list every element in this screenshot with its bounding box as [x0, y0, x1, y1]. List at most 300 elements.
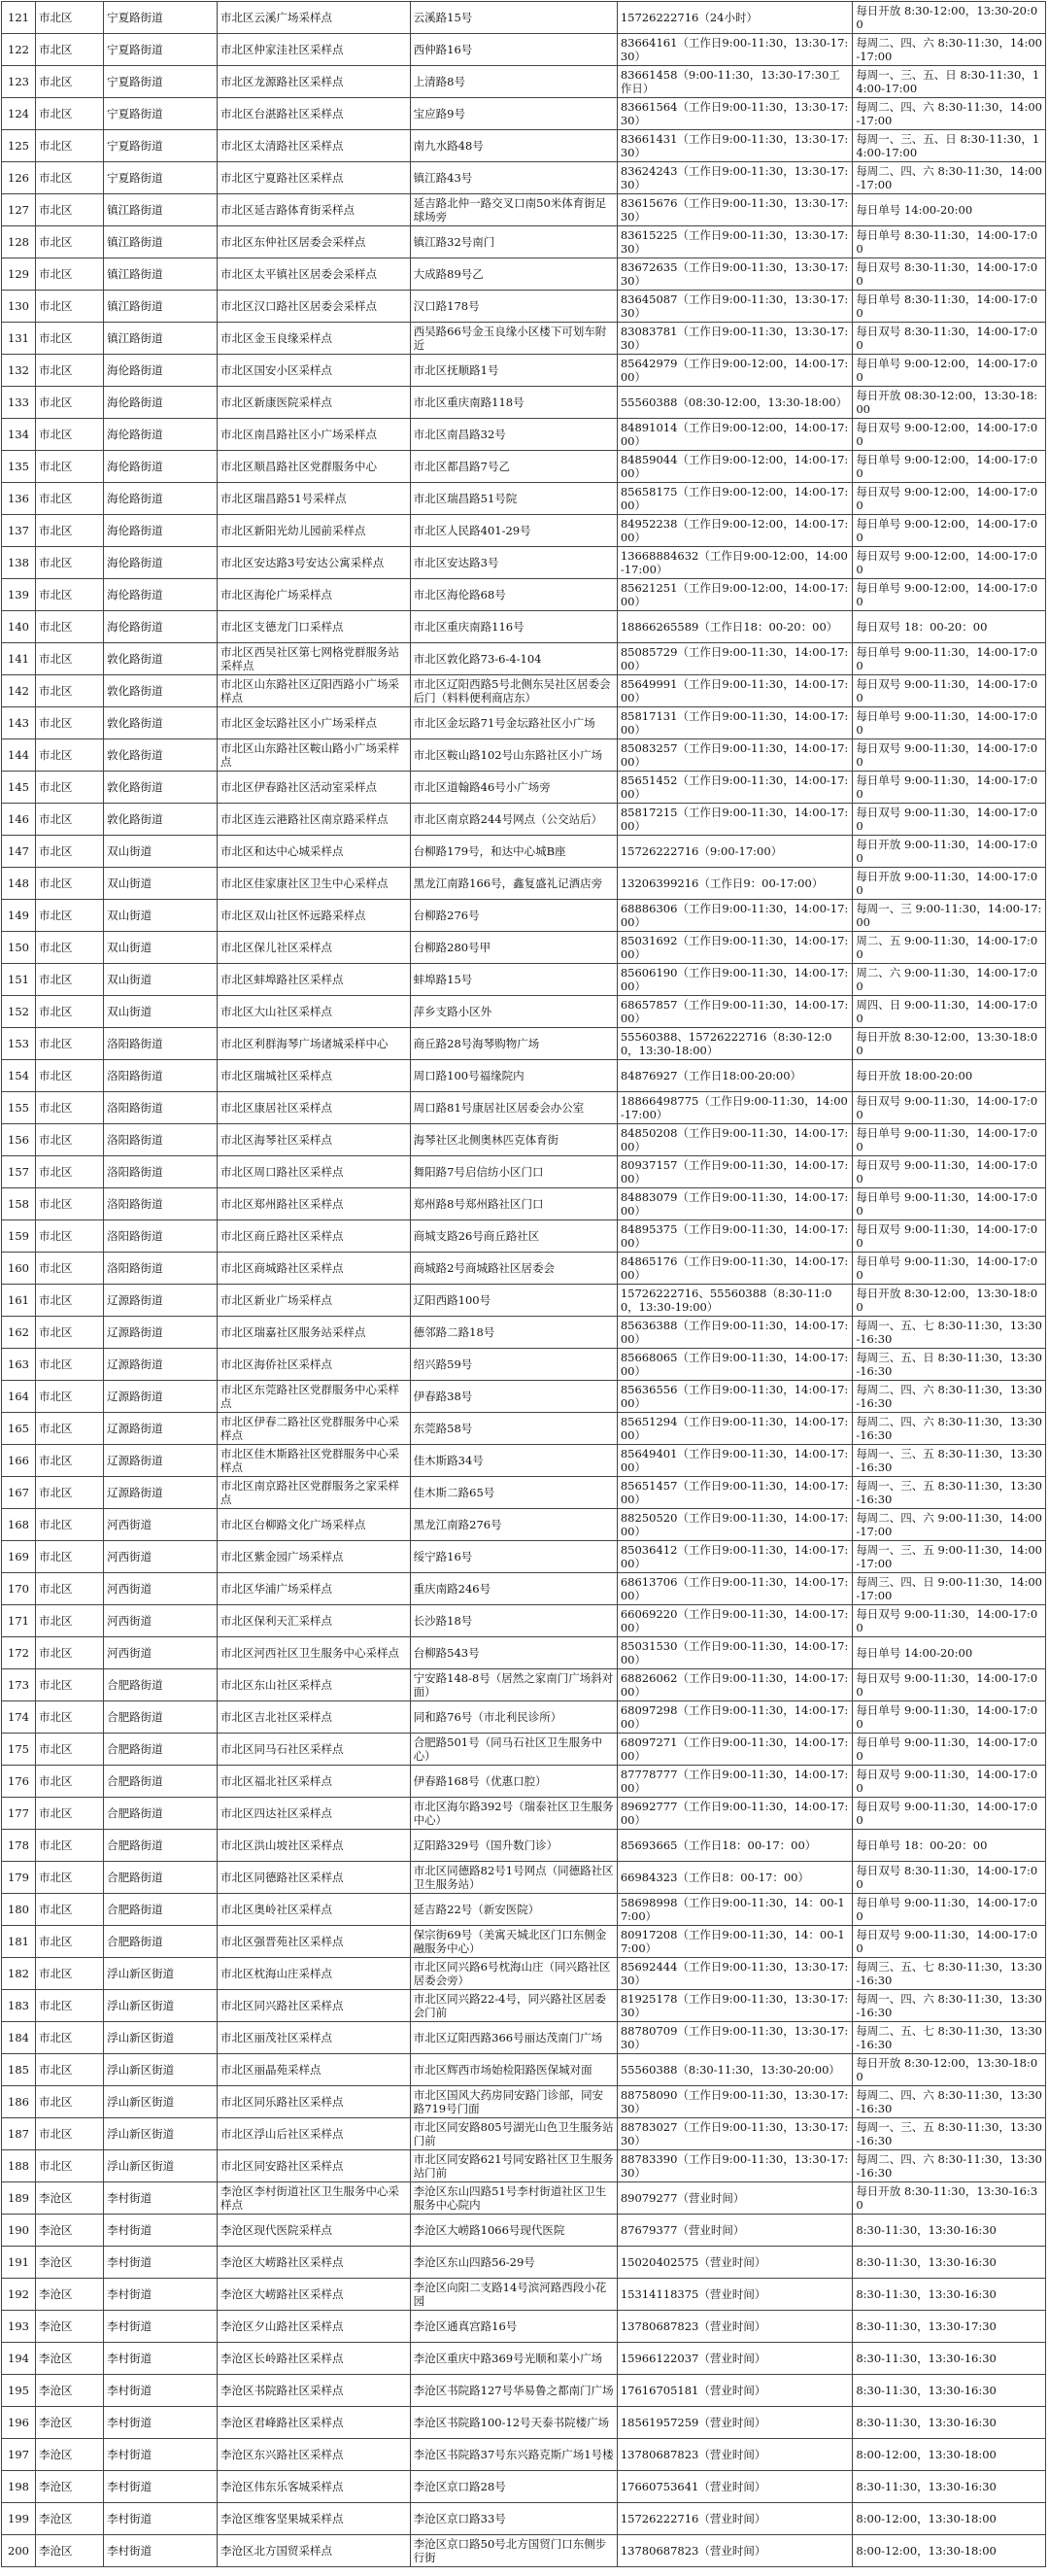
row-number-cell: 179 [2, 1862, 36, 1894]
district-cell: 市北区 [36, 579, 104, 611]
row-number-cell: 131 [2, 323, 36, 355]
site-name-cell: 市北区东仲社区居委会采样点 [217, 226, 410, 258]
street-cell: 海伦路街道 [104, 451, 218, 483]
open-schedule-cell: 每周一、三、五 8:30-11:30，13:30-16:30 [853, 2118, 1046, 2150]
district-cell: 市北区 [36, 323, 104, 355]
table-row [2, 2439, 1046, 2471]
row-number-cell: 189 [2, 2182, 36, 2215]
open-schedule-cell: 每日单号 18：00-20：00 [853, 1830, 1046, 1862]
street-cell: 合肥路街道 [104, 1766, 218, 1798]
table-row [2, 1990, 1046, 2022]
street-cell: 双山街道 [104, 932, 218, 964]
row-number-cell: 133 [2, 387, 36, 419]
address-cell: 市北区金坛路71号金坛路社区小广场 [410, 707, 617, 739]
row-number-cell: 158 [2, 1188, 36, 1220]
phone-hours-cell: 15726222716（24小时） [617, 2, 852, 34]
open-schedule-cell: 每日双号 8:30-11:30，14:00-17:00 [853, 258, 1046, 291]
site-name-cell: 李沧区夕山路社区采样点 [217, 2311, 410, 2343]
address-cell: 上清路8号 [410, 66, 617, 98]
open-schedule-cell: 每周一、三 9:00-11:30，14:00-17:00 [853, 900, 1046, 932]
open-schedule-cell: 每日双号 9:00-11:30，14:00-17:00 [853, 1669, 1046, 1701]
phone-hours-cell: 85621251（工作日9:00-12:00，14:00-17:00） [617, 579, 852, 611]
open-schedule-cell: 每日双号 18：00-20：00 [853, 611, 1046, 643]
street-cell: 合肥路街道 [104, 1701, 218, 1734]
phone-hours-cell: 13780687823（营业时间） [617, 2439, 852, 2471]
row-number-cell: 122 [2, 34, 36, 66]
table-row [2, 1028, 1046, 1060]
site-name-cell: 市北区顺昌路社区党群服务中心 [217, 451, 410, 483]
row-number-cell: 132 [2, 355, 36, 387]
street-cell: 宁夏路街道 [104, 34, 218, 66]
district-cell: 李沧区 [36, 2279, 104, 2311]
district-cell: 市北区 [36, 675, 104, 707]
address-cell: 商城支路26号商丘路社区 [410, 1220, 617, 1253]
address-cell: 市北区同安路805号湖光山色卫生服务站门前 [410, 2118, 617, 2150]
row-number-cell: 125 [2, 130, 36, 162]
street-cell: 辽源路街道 [104, 1317, 218, 1349]
row-number-cell: 126 [2, 162, 36, 194]
street-cell: 辽源路街道 [104, 1477, 218, 1509]
phone-hours-cell: 88780709（工作日9:00-11:30，13:30-17:30） [617, 2022, 852, 2054]
open-schedule-cell: 8:30-11:30，13:30-16:30 [853, 2215, 1046, 2247]
phone-hours-cell: 85083257（工作日9:00-11:30，14:00-17:00） [617, 739, 852, 772]
table-row [2, 515, 1046, 547]
street-cell: 洛阳路街道 [104, 1156, 218, 1188]
open-schedule-cell: 每日单号 9:00-12:00，14:00-17:00 [853, 579, 1046, 611]
phone-hours-cell: 18866265589（工作日18：00-20：00） [617, 611, 852, 643]
site-name-cell: 李沧区现代医院采样点 [217, 2215, 410, 2247]
site-name-cell: 市北区大山社区采样点 [217, 996, 410, 1028]
phone-hours-cell: 85036412（工作日9:00-11:30，14:00-17:00） [617, 1541, 852, 1573]
street-cell: 李村街道 [104, 2439, 218, 2471]
phone-hours-cell: 85651457（工作日9:00-11:30，14:00-17:00） [617, 1477, 852, 1509]
table-row [2, 323, 1046, 355]
address-cell: 李沧区向阳二支路14号滨河路西段小花园 [410, 2279, 617, 2311]
site-name-cell: 市北区国安小区采样点 [217, 355, 410, 387]
table-row [2, 355, 1046, 387]
address-cell: 市北区辽阳西路366号丽达茂南门广场 [410, 2022, 617, 2054]
phone-hours-cell: 84859044（工作日9:00-12:00，14:00-17:00） [617, 451, 852, 483]
table-row [2, 836, 1046, 868]
street-cell: 李村街道 [104, 2247, 218, 2279]
open-schedule-cell: 每日双号 9:00-12:00，14:00-17:00 [853, 483, 1046, 515]
row-number-cell: 196 [2, 2407, 36, 2439]
site-name-cell: 市北区双山社区怀远路采样点 [217, 900, 410, 932]
row-number-cell: 150 [2, 932, 36, 964]
row-number-cell: 140 [2, 611, 36, 643]
open-schedule-cell: 每日双号 9:00-11:30，14:00-17:00 [853, 804, 1046, 836]
site-name-cell: 李沧区大崂路社区采样点 [217, 2247, 410, 2279]
open-schedule-cell: 8:30-11:30，13:30-17:30 [853, 2311, 1046, 2343]
phone-hours-cell: 68613706（工作日9:00-11:30，14:00-17:00） [617, 1573, 852, 1605]
street-cell: 李村街道 [104, 2375, 218, 2407]
district-cell: 市北区 [36, 355, 104, 387]
table-row [2, 2247, 1046, 2279]
address-cell: 舞阳路7号启信纺小区门口 [410, 1156, 617, 1188]
address-cell: 市北区安达路3号 [410, 547, 617, 579]
open-schedule-cell: 每日开放 08:30-12:00，13:30-18:00 [853, 387, 1046, 419]
table-row [2, 1669, 1046, 1701]
open-schedule-cell: 每日双号 9:00-11:30，14:00-17:00 [853, 1926, 1046, 1958]
table-row [2, 1381, 1046, 1413]
site-name-cell: 市北区新业广场采样点 [217, 1285, 410, 1317]
district-cell: 市北区 [36, 964, 104, 996]
address-cell: 李沧区东山四路51号李村街道社区卫生服务中心院内 [410, 2182, 617, 2215]
table-row [2, 2054, 1046, 2086]
row-number-cell: 130 [2, 291, 36, 323]
row-number-cell: 168 [2, 1509, 36, 1541]
table-row [2, 1637, 1046, 1669]
district-cell: 市北区 [36, 1573, 104, 1605]
address-cell: 周口路81号康居社区居委会办公室 [410, 1092, 617, 1124]
site-name-cell: 市北区台湛路社区采样点 [217, 98, 410, 130]
row-number-cell: 145 [2, 772, 36, 804]
site-name-cell: 李沧区北方国贸采样点 [217, 2535, 410, 2567]
open-schedule-cell: 8:00-12:00，13:30-18:00 [853, 2535, 1046, 2567]
open-schedule-cell: 每周三、四、日 9:00-11:30，14:00-17:00 [853, 1573, 1046, 1605]
phone-hours-cell: 85642979（工作日9:00-12:00，14:00-17:00） [617, 355, 852, 387]
table-row [2, 804, 1046, 836]
site-name-cell: 市北区丽晶苑采样点 [217, 2054, 410, 2086]
address-cell: 海琴社区北侧奥林匹克体育街 [410, 1124, 617, 1156]
phone-hours-cell: 84883079（工作日9:00-11:30，14:00-17:00） [617, 1188, 852, 1220]
district-cell: 市北区 [36, 387, 104, 419]
table-row [2, 675, 1046, 707]
district-cell: 市北区 [36, 2054, 104, 2086]
table-row [2, 451, 1046, 483]
address-cell: 李沧区书院路127号华易鲁之都南门广场 [410, 2375, 617, 2407]
street-cell: 洛阳路街道 [104, 1220, 218, 1253]
district-cell: 市北区 [36, 162, 104, 194]
table-row [2, 772, 1046, 804]
table-row [2, 1894, 1046, 1926]
address-cell: 宝应路9号 [410, 98, 617, 130]
row-number-cell: 197 [2, 2439, 36, 2471]
table-row [2, 2375, 1046, 2407]
open-schedule-cell: 周二、五 9:00-11:30，14:00-17:00 [853, 932, 1046, 964]
district-cell: 市北区 [36, 1637, 104, 1669]
street-cell: 镇江路街道 [104, 291, 218, 323]
row-number-cell: 193 [2, 2311, 36, 2343]
open-schedule-cell: 每周一、五、七 8:30-11:30，13:30-16:30 [853, 1317, 1046, 1349]
table-row [2, 98, 1046, 130]
street-cell: 合肥路街道 [104, 1669, 218, 1701]
district-cell: 市北区 [36, 1253, 104, 1285]
street-cell: 敦化路街道 [104, 675, 218, 707]
address-cell: 李沧区京口路28号 [410, 2471, 617, 2503]
row-number-cell: 200 [2, 2535, 36, 2567]
open-schedule-cell: 每日单号 9:00-11:30，14:00-17:00 [853, 1188, 1046, 1220]
open-schedule-cell: 每日开放 8:30-12:00，13:30-20:00 [853, 2, 1046, 34]
phone-hours-cell: 68097298（工作日9:00-11:30，14:00-17:00） [617, 1701, 852, 1734]
table-row [2, 1830, 1046, 1862]
row-number-cell: 178 [2, 1830, 36, 1862]
site-name-cell: 李沧区李村街道社区卫生服务中心采样点 [217, 2182, 410, 2215]
row-number-cell: 160 [2, 1253, 36, 1285]
open-schedule-cell: 8:30-11:30，13:30-16:30 [853, 2247, 1046, 2279]
phone-hours-cell: 87778777（工作日9:00-11:30，14:00-17:00） [617, 1766, 852, 1798]
phone-hours-cell: 85636388（工作日9:00-11:30，14:00-17:00） [617, 1317, 852, 1349]
table-row [2, 1701, 1046, 1734]
district-cell: 市北区 [36, 1381, 104, 1413]
table-row [2, 611, 1046, 643]
open-schedule-cell: 每周一、三、五 8:30-11:30，13:30-16:30 [853, 1445, 1046, 1477]
site-name-cell: 市北区佳木斯路社区党群服务中心采样点 [217, 1445, 410, 1477]
district-cell: 市北区 [36, 643, 104, 675]
row-number-cell: 123 [2, 66, 36, 98]
district-cell: 市北区 [36, 1766, 104, 1798]
site-name-cell: 市北区仲家洼社区采样点 [217, 34, 410, 66]
table-row [2, 1766, 1046, 1798]
phone-hours-cell: 18561957259（营业时间） [617, 2407, 852, 2439]
row-number-cell: 169 [2, 1541, 36, 1573]
open-schedule-cell: 周二、六 9:00-11:30，14:00-17:00 [853, 964, 1046, 996]
district-cell: 市北区 [36, 836, 104, 868]
phone-hours-cell: 88783390（工作日9:00-11:30，13:30-17:30） [617, 2150, 852, 2182]
street-cell: 合肥路街道 [104, 1798, 218, 1830]
site-name-cell: 市北区太清路社区采样点 [217, 130, 410, 162]
district-cell: 市北区 [36, 900, 104, 932]
district-cell: 市北区 [36, 1124, 104, 1156]
site-name-cell: 市北区保儿社区采样点 [217, 932, 410, 964]
table-row [2, 1124, 1046, 1156]
address-cell: 市北区敦化路73-6-4-104 [410, 643, 617, 675]
site-name-cell: 市北区奥岭社区采样点 [217, 1894, 410, 1926]
site-name-cell: 市北区东山社区采样点 [217, 1669, 410, 1701]
district-cell: 李沧区 [36, 2182, 104, 2215]
district-cell: 市北区 [36, 1734, 104, 1766]
table-row [2, 1060, 1046, 1092]
street-cell: 敦化路街道 [104, 643, 218, 675]
phone-hours-cell: 68657857（工作日9:00-11:30，14:00-17:00） [617, 996, 852, 1028]
site-name-cell: 李沧区维客坚果城采样点 [217, 2503, 410, 2535]
site-name-cell: 市北区海伦广场采样点 [217, 579, 410, 611]
site-name-cell: 市北区和达中心城采样点 [217, 836, 410, 868]
table-row [2, 932, 1046, 964]
open-schedule-cell: 每日单号 9:00-11:30，14:00-17:00 [853, 643, 1046, 675]
open-schedule-cell: 每日双号 9:00-12:00，14:00-17:00 [853, 547, 1046, 579]
phone-hours-cell: 13206399216（工作日9：00-17:00） [617, 868, 852, 900]
row-number-cell: 186 [2, 2086, 36, 2118]
open-schedule-cell: 每周一、三、五、日 8:30-11:30，14:00-17:00 [853, 130, 1046, 162]
table-row [2, 2, 1046, 34]
site-name-cell: 市北区西吴社区第七网格党群服务站采样点 [217, 643, 410, 675]
phone-hours-cell: 66069220（工作日9:00-11:30，14:00-17:00） [617, 1605, 852, 1637]
address-cell: 市北区南昌路32号 [410, 419, 617, 451]
district-cell: 市北区 [36, 932, 104, 964]
open-schedule-cell: 每日单号 9:00-12:00，14:00-17:00 [853, 451, 1046, 483]
address-cell: 绥宁路16号 [410, 1541, 617, 1573]
address-cell: 市北区海尔路392号（瑞泰社区卫生服务中心） [410, 1798, 617, 1830]
table-row [2, 1092, 1046, 1124]
phone-hours-cell: 68886306（工作日9:00-11:30，14:00-17:00） [617, 900, 852, 932]
row-number-cell: 194 [2, 2343, 36, 2375]
site-name-cell: 市北区福北社区采样点 [217, 1766, 410, 1798]
site-name-cell: 市北区康居社区采样点 [217, 1092, 410, 1124]
row-number-cell: 191 [2, 2247, 36, 2279]
site-name-cell: 市北区紫金园广场采样点 [217, 1541, 410, 1573]
street-cell: 合肥路街道 [104, 1830, 218, 1862]
open-schedule-cell: 每日单号 9:00-11:30，14:00-17:00 [853, 1253, 1046, 1285]
district-cell: 李沧区 [36, 2535, 104, 2567]
open-schedule-cell: 每周二、五、七 8:30-11:30，13:30-16:30 [853, 2022, 1046, 2054]
table-row [2, 1605, 1046, 1637]
address-cell: 汉口路178号 [410, 291, 617, 323]
district-cell: 李沧区 [36, 2343, 104, 2375]
open-schedule-cell: 每日开放 8:30-12:00，13:30-18:00 [853, 1285, 1046, 1317]
open-schedule-cell: 每日双号 9:00-11:30，14:00-17:00 [853, 1156, 1046, 1188]
open-schedule-cell: 每周二、四、六 8:30-11:30，13:30-16:30 [853, 1381, 1046, 1413]
table-row [2, 996, 1046, 1028]
open-schedule-cell: 每日单号 9:00-11:30，14:00-17:00 [853, 1124, 1046, 1156]
phone-hours-cell: 85693665（工作日18：00-17：00） [617, 1830, 852, 1862]
address-cell: 李沧区京口路50号北方国贸门口东侧步行街 [410, 2535, 617, 2567]
open-schedule-cell: 周四、日 9:00-11:30，14:00-17:00 [853, 996, 1046, 1028]
table-row [2, 130, 1046, 162]
site-name-cell: 市北区新康医院采样点 [217, 387, 410, 419]
street-cell: 海伦路街道 [104, 579, 218, 611]
district-cell: 市北区 [36, 1028, 104, 1060]
site-name-cell: 市北区龙源路社区采样点 [217, 66, 410, 98]
open-schedule-cell: 每周二、四、六 9:00-11:30，14:00-17:00 [853, 1509, 1046, 1541]
address-cell: 绍兴路59号 [410, 1349, 617, 1381]
table-row [2, 739, 1046, 772]
street-cell: 河西街道 [104, 1509, 218, 1541]
phone-hours-cell: 85085729（工作日9:00-11:30，14:00-17:00） [617, 643, 852, 675]
row-number-cell: 124 [2, 98, 36, 130]
address-cell: 商城路2号商城路社区居委会 [410, 1253, 617, 1285]
table-row [2, 1413, 1046, 1445]
site-name-cell: 李沧区长岭路社区采样点 [217, 2343, 410, 2375]
table-row [2, 2215, 1046, 2247]
table-row [2, 194, 1046, 226]
table-row [2, 34, 1046, 66]
address-cell: 市北区鞍山路102号山东路社区小广场 [410, 739, 617, 772]
table-row [2, 291, 1046, 323]
row-number-cell: 195 [2, 2375, 36, 2407]
open-schedule-cell: 每周二、四、六 8:30-11:30，13:30-16:30 [853, 2150, 1046, 2182]
address-cell: 宁安路148-8号（居然之家南门广场斜对面） [410, 1669, 617, 1701]
phone-hours-cell: 83615676（工作日9:00-11:30，13:30-17:30） [617, 194, 852, 226]
district-cell: 市北区 [36, 1060, 104, 1092]
site-name-cell: 市北区蚌埠路社区采样点 [217, 964, 410, 996]
open-schedule-cell: 每日双号 9:00-11:30，14:00-17:00 [853, 1092, 1046, 1124]
phone-hours-cell: 80937157（工作日9:00-11:30，14:00-17:00） [617, 1156, 852, 1188]
site-name-cell: 市北区华浦广场采样点 [217, 1573, 410, 1605]
address-cell: 周口路100号福缘院内 [410, 1060, 617, 1092]
district-cell: 李沧区 [36, 2407, 104, 2439]
table-row [2, 1156, 1046, 1188]
address-cell: 镇江路32号南门 [410, 226, 617, 258]
open-schedule-cell: 每周一、三、五 9:00-11:30，14:00-17:00 [853, 1541, 1046, 1573]
phone-hours-cell: 83664161（工作日9:00-11:30，13:30-17:30） [617, 34, 852, 66]
address-cell: 镇江路43号 [410, 162, 617, 194]
open-schedule-cell: 每周三、五、日 8:30-11:30，13:30-16:30 [853, 1349, 1046, 1381]
phone-hours-cell: 83661431（工作日9:00-11:30，13:30-17:30） [617, 130, 852, 162]
row-number-cell: 134 [2, 419, 36, 451]
row-number-cell: 153 [2, 1028, 36, 1060]
table-row [2, 419, 1046, 451]
address-cell: 南九水路48号 [410, 130, 617, 162]
address-cell: 市北区同兴路6号枕海山庄（同兴路社区居委会旁） [410, 1958, 617, 1990]
address-cell: 伊春路38号 [410, 1381, 617, 1413]
district-cell: 市北区 [36, 1285, 104, 1317]
district-cell: 市北区 [36, 1317, 104, 1349]
row-number-cell: 156 [2, 1124, 36, 1156]
row-number-cell: 188 [2, 2150, 36, 2182]
district-cell: 市北区 [36, 1092, 104, 1124]
open-schedule-cell: 每日双号 9:00-11:30，14:00-17:00 [853, 1605, 1046, 1637]
street-cell: 合肥路街道 [104, 1894, 218, 1926]
street-cell: 洛阳路街道 [104, 1188, 218, 1220]
table-row [2, 66, 1046, 98]
street-cell: 海伦路街道 [104, 611, 218, 643]
street-cell: 李村街道 [104, 2471, 218, 2503]
row-number-cell: 170 [2, 1573, 36, 1605]
table-row [2, 547, 1046, 579]
address-cell: 市北区抚顺路1号 [410, 355, 617, 387]
open-schedule-cell: 8:30-11:30，13:30-16:30 [853, 2343, 1046, 2375]
district-cell: 市北区 [36, 1509, 104, 1541]
address-cell: 台柳路276号 [410, 900, 617, 932]
site-name-cell: 市北区强晋苑社区采样点 [217, 1926, 410, 1958]
street-cell: 李村街道 [104, 2535, 218, 2567]
open-schedule-cell: 8:00-12:00，13:30-18:00 [853, 2439, 1046, 2471]
open-schedule-cell: 每周二、四、六 8:30-11:30，13:30-16:30 [853, 1413, 1046, 1445]
site-name-cell: 市北区山东路社区鞍山路小广场采样点 [217, 739, 410, 772]
row-number-cell: 182 [2, 1958, 36, 1990]
district-cell: 市北区 [36, 2118, 104, 2150]
district-cell: 市北区 [36, 1990, 104, 2022]
table-row [2, 2022, 1046, 2054]
table-row [2, 1798, 1046, 1830]
street-cell: 洛阳路街道 [104, 1124, 218, 1156]
site-name-cell: 市北区汉口路社区居委会采样点 [217, 291, 410, 323]
address-cell: 市北区重庆南路118号 [410, 387, 617, 419]
row-number-cell: 129 [2, 258, 36, 291]
address-cell: 黑龙江南路276号 [410, 1509, 617, 1541]
district-cell: 李沧区 [36, 2247, 104, 2279]
row-number-cell: 136 [2, 483, 36, 515]
row-number-cell: 151 [2, 964, 36, 996]
phone-hours-cell: 55560388（08:30-12:00，13:30-18:00） [617, 387, 852, 419]
row-number-cell: 183 [2, 1990, 36, 2022]
district-cell: 市北区 [36, 2, 104, 34]
site-name-cell: 市北区佳家康社区卫生中心采样点 [217, 868, 410, 900]
table-row [2, 2407, 1046, 2439]
site-name-cell: 市北区支德龙门口采样点 [217, 611, 410, 643]
open-schedule-cell: 8:30-11:30，13:30-16:30 [853, 2407, 1046, 2439]
site-name-cell: 市北区太平镇社区居委会采样点 [217, 258, 410, 291]
open-schedule-cell: 8:30-11:30，13:30-16:30 [853, 2375, 1046, 2407]
phone-hours-cell: 83672635（工作日9:00-11:30，13:30-17:30） [617, 258, 852, 291]
district-cell: 市北区 [36, 98, 104, 130]
table-row [2, 1573, 1046, 1605]
open-schedule-cell: 8:30-11:30，13:30-16:30 [853, 2279, 1046, 2311]
district-cell: 市北区 [36, 1477, 104, 1509]
phone-hours-cell: 81925178（工作日9:00-11:30，13:30-17:30） [617, 1990, 852, 2022]
district-cell: 李沧区 [36, 2311, 104, 2343]
district-cell: 李沧区 [36, 2471, 104, 2503]
street-cell: 浮山新区街道 [104, 2054, 218, 2086]
site-name-cell: 市北区伊春二路社区党群服务中心采样点 [217, 1413, 410, 1445]
open-schedule-cell: 每周二、四、六 8:30-11:30，14:00-17:00 [853, 34, 1046, 66]
address-cell: 伊春路168号（优惠口腔） [410, 1766, 617, 1798]
row-number-cell: 161 [2, 1285, 36, 1317]
row-number-cell: 159 [2, 1220, 36, 1253]
district-cell: 李沧区 [36, 2375, 104, 2407]
row-number-cell: 127 [2, 194, 36, 226]
